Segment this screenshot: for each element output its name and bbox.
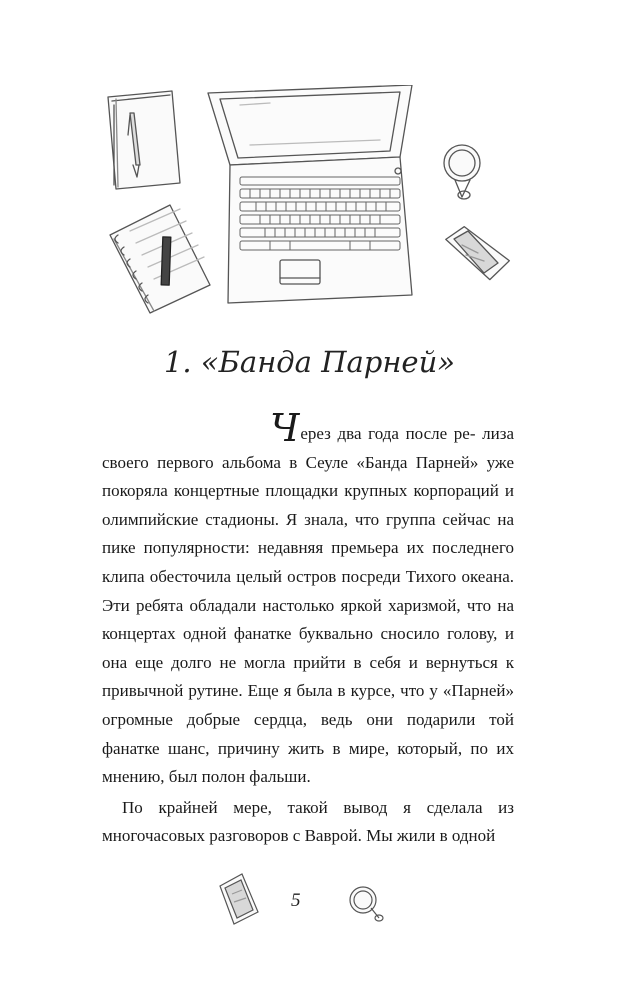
header-illustration [100,85,520,315]
paragraph-2: По крайней мере, такой вывод я сделала из многочасовых разговоров с Ваврой. Мы жили в одной [102,797,514,846]
laptop-icon [208,85,412,303]
body-text [102,406,514,851]
coffee-cup-icon [343,882,387,924]
smartphone-icon [212,868,264,930]
first-line-text: ерез два года после ре- [300,424,476,443]
coffee-cup-icon [444,145,480,199]
page-number: 5 [291,890,301,911]
smartphone-icon [444,221,511,285]
drop-cap: Ч [270,406,300,450]
notebook-with-pen-icon [108,91,180,189]
paragraph-1 [102,406,514,792]
paragraph-1-text: лиза своего первого альбома в Сеуле «Банда Парней» уже покоряла концертные площадки крупных корпораций и олимпийские стадионы. Я знала, что группа сейчас на пике популярности: недавняя премьера их последнего клипа обесточила целый остров посреди Тихого океана. Эти ребята обладали настолько яркой харизмой, что на концертах одной фанатке буквально сносило голову, и она еще долго не могла прийти в себя и вернуться к привычной рутине. Еще я была в курсе, что у «Парней» огромные добрые сердца, ведь они подарили той фанатке шанс, причину жить в мире, который, по их мнению, был полон фальши. [102,424,514,787]
spiral-notepad-icon [110,205,210,313]
chapter-title: 1. «Банда Парней» [163,345,456,379]
page-footer [0,868,619,938]
